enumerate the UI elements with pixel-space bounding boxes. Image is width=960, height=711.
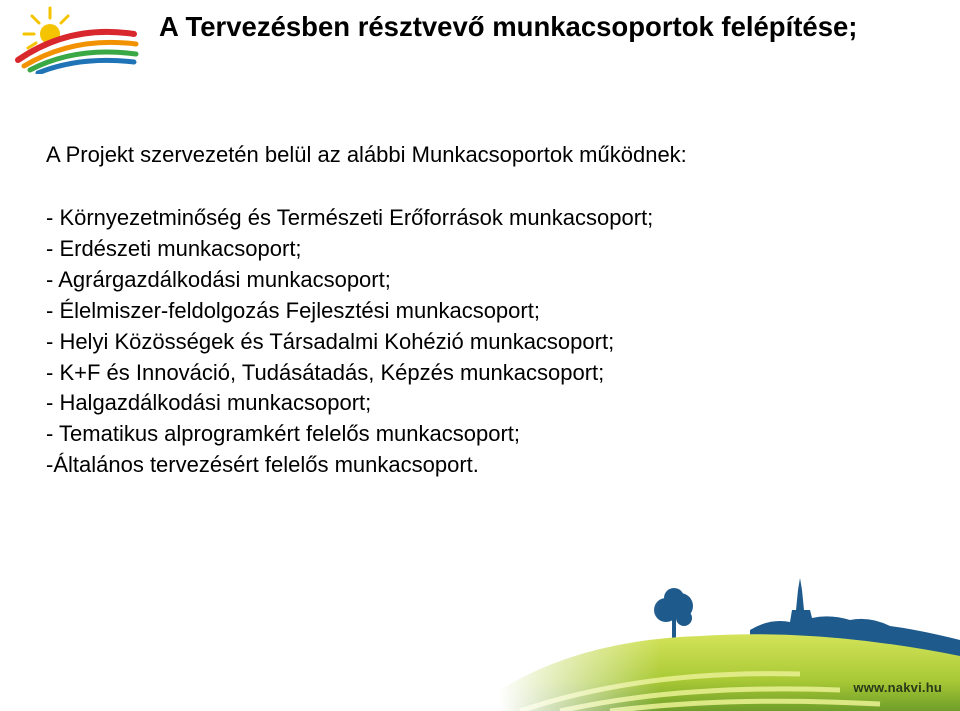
list-item: - Környezetminőség és Természeti Erőforrások munkacsoport; (46, 205, 654, 230)
sun-rainbow-logo (10, 4, 140, 74)
working-group-list (46, 203, 653, 481)
list-item: - Erdészeti munkacsoport; (46, 235, 302, 261)
list-item: -Általános tervezésért felelős munkacsoport. (46, 452, 479, 478)
list-item: - Agrárgazdálkodási munkacsoport; (46, 266, 391, 292)
intro-text: A Projekt szervezetén belül az alábbi Munkacsoportok működnek: (46, 142, 687, 167)
slide-title: A Tervezésben résztvevő munkacsoportok felépítése; (159, 11, 858, 42)
rainbow-icon (18, 32, 136, 73)
list-item: - Halgazdálkodási munkacsoport; (46, 390, 372, 416)
list-item: - Élelmiszer-feldolgozás Fejlesztési munkacsoport; (46, 297, 540, 323)
list-item: - K+F és Innováció, Tudásátadás, Képzés munkacsoport; (46, 359, 605, 385)
list-item: - Helyi Közösségek és Társadalmi Kohézió munkacsoport; (46, 328, 615, 354)
list-item: - Tematikus alprogramkért felelős munkacsoport; (46, 421, 521, 447)
website-url: www.nakvi.hu (853, 680, 942, 695)
